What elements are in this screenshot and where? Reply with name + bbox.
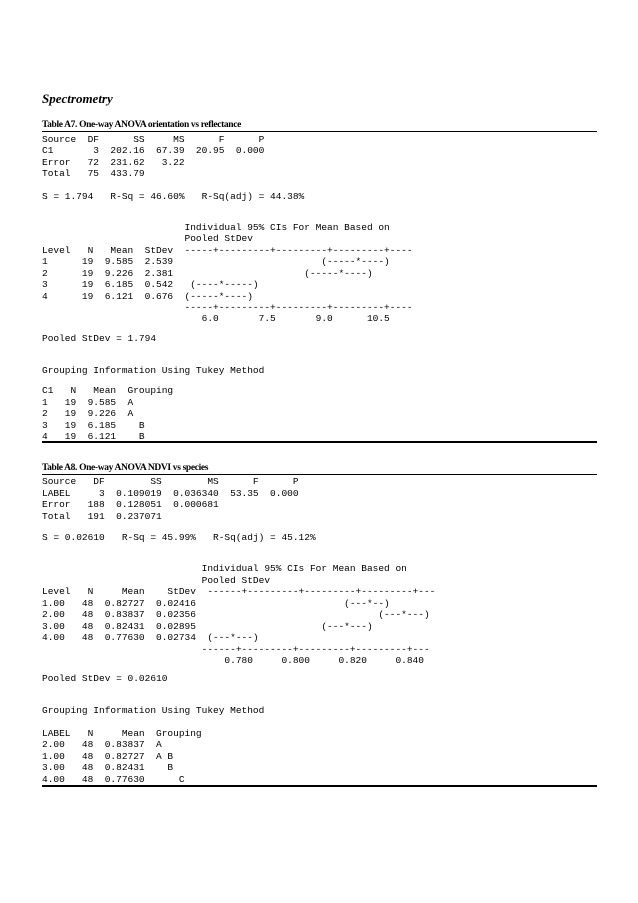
table-a8-ci-heading: Individual 95% CIs For Mean Based on	[42, 563, 407, 574]
table-a7-grouping-row: 4 19 6.121 B	[42, 431, 145, 442]
table-a8-anova-row: Error 188 0.128051 0.000681	[42, 499, 219, 510]
table-a8-pooled-stdev: Pooled StDev = 0.02610	[42, 673, 168, 684]
table-a8-grouping-row: 3.00 48 0.82431 B	[42, 762, 174, 773]
table-a8-ci-row: 1.00 48 0.82727 0.02416 (---*--)	[42, 598, 390, 609]
table-a7-pooled-stdev: Pooled StDev = 1.794	[42, 333, 157, 344]
table-a7-bottom-rule	[42, 441, 597, 443]
table-a8-ci-row: 3.00 48 0.82431 0.02895 (---*---)	[42, 621, 373, 632]
table-a7-grouping-title: Grouping Information Using Tukey Method	[42, 365, 265, 376]
table-a7-ci-heading: Pooled StDev	[42, 233, 253, 244]
table-a7-grouping-header: C1 N Mean Grouping	[42, 385, 174, 396]
table-a8-grouping-row: 2.00 48 0.83837 A	[42, 739, 162, 750]
table-a8-bottom-rule	[42, 785, 597, 787]
table-a7-ci-axis: -----+---------+---------+---------+----	[42, 302, 413, 313]
table-a8-ci-row: 2.00 48 0.83837 0.02356 (---*---)	[42, 609, 430, 620]
table-a8-top-rule	[42, 474, 597, 475]
table-a7-grouping-row: 2 19 9.226 A	[42, 408, 134, 419]
table-a8-anova-row: LABEL 3 0.109019 0.036340 53.35 0.000	[42, 488, 299, 499]
table-a7-ci-row: 3 19 6.185 0.542 (----*-----)	[42, 279, 259, 290]
table-a8-ci-heading: Pooled StDev	[42, 575, 271, 586]
table-a8-grouping-header: LABEL N Mean Grouping	[42, 728, 202, 739]
table-a7-ci-row: 4 19 6.121 0.676 (-----*----)	[42, 291, 253, 302]
table-a8-grouping-title: Grouping Information Using Tukey Method	[42, 705, 265, 716]
table-a7-grouping-row: 1 19 9.585 A	[42, 397, 134, 408]
table-a8-ci-row: 4.00 48 0.77630 0.02734 (---*---)	[42, 632, 259, 643]
table-a7-anova-row: C1 3 202.16 67.39 20.95 0.000	[42, 145, 265, 156]
table-a7-ci-row: 1 19 9.585 2.539 (-----*----)	[42, 256, 390, 267]
table-a7-ci-row: 2 19 9.226 2.381 (-----*----)	[42, 268, 373, 279]
table-a7-grouping-row: 3 19 6.185 B	[42, 420, 145, 431]
table-a7-title: Table A7. One-way ANOVA orientation vs reflectance	[42, 120, 241, 130]
table-a7-anova-row: Error 72 231.62 3.22	[42, 157, 185, 168]
table-a8-grouping-row: 1.00 48 0.82727 A B	[42, 751, 174, 762]
table-a8-anova-row: Total 191 0.237071	[42, 511, 162, 522]
table-a8-stats-line: S = 0.02610 R-Sq = 45.99% R-Sq(adj) = 45.12%	[42, 532, 316, 543]
table-a7-top-rule	[42, 131, 597, 132]
table-a7-ci-header: Level N Mean StDev -----+---------+---------+---------+----	[42, 245, 413, 256]
table-a8-ci-axis: ------+---------+---------+---------+---	[42, 644, 430, 655]
table-a7-ci-heading: Individual 95% CIs For Mean Based on	[42, 222, 390, 233]
table-a8-ci-header: Level N Mean StDev ------+---------+---------+---------+---	[42, 586, 436, 597]
section-heading: Spectrometry	[42, 91, 113, 106]
table-a8-anova-header: Source DF SS MS F P	[42, 476, 299, 487]
table-a7-stats-line: S = 1.794 R-Sq = 46.60% R-Sq(adj) = 44.38%	[42, 191, 305, 202]
table-a8-grouping-row: 4.00 48 0.77630 C	[42, 774, 185, 785]
table-a7-anova-row: Total 75 433.79	[42, 168, 145, 179]
table-a8-title: Table A8. One-way ANOVA NDVI vs species	[42, 463, 209, 473]
table-a7-anova-header: Source DF SS MS F P	[42, 134, 265, 145]
table-a7-ci-axis-ticks: 6.0 7.5 9.0 10.5	[42, 313, 390, 324]
table-a8-ci-axis-ticks: 0.780 0.800 0.820 0.840	[42, 655, 424, 666]
